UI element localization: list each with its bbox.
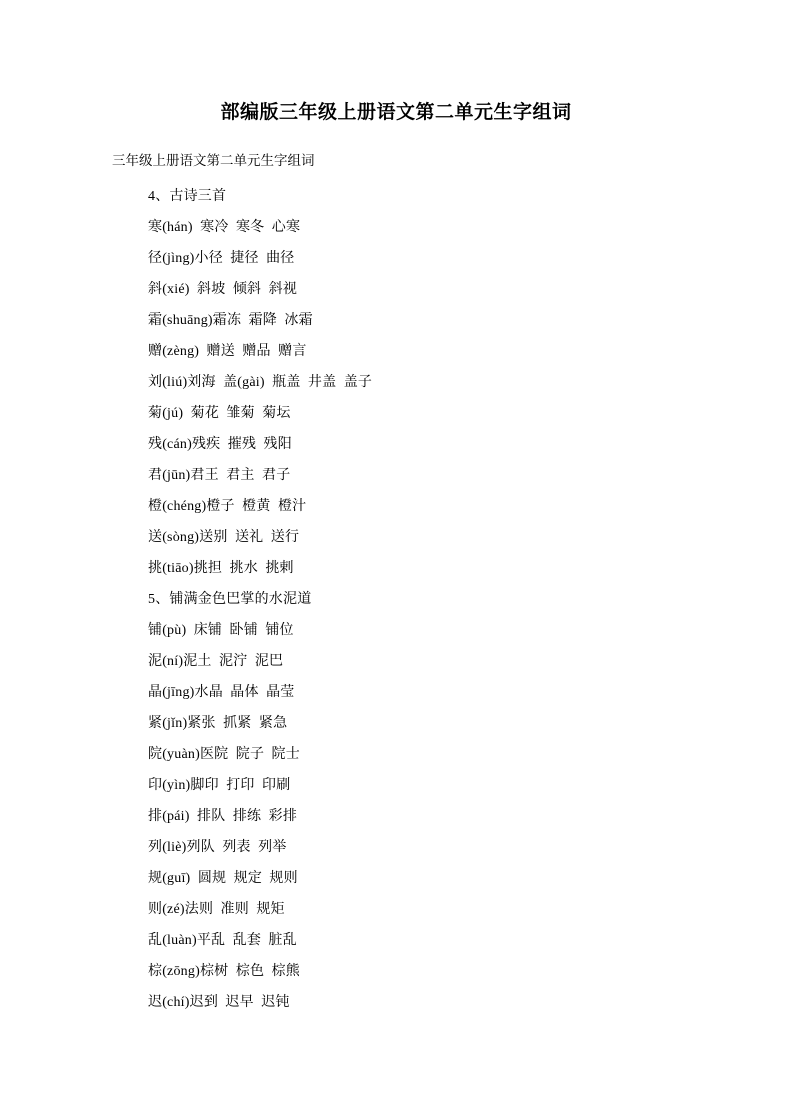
text-line: 排(pái) 排队 排练 彩排 <box>148 808 298 824</box>
text-line: 乱(luàn)平乱 乱套 脏乱 <box>148 932 297 948</box>
text-line: 则(zé)法则 准则 规矩 <box>148 901 285 917</box>
text-line: 印(yìn)脚印 打印 印刷 <box>148 777 291 793</box>
text-line: 残(cán)残疾 摧残 残阳 <box>148 436 292 452</box>
text-line: 橙(chéng)橙子 橙黄 橙汁 <box>148 498 307 514</box>
text-line: 寒(hán) 寒冷 寒冬 心寒 <box>148 219 301 235</box>
page-title: 部编版三年级上册语文第二单元生字组词 <box>220 102 572 123</box>
document-subtitle: 三年级上册语文第二单元生字组词 <box>112 152 315 168</box>
text-line: 规(guī) 圆规 规定 规则 <box>148 870 298 886</box>
document-body <box>0 169 792 1018</box>
text-line: 晶(jīng)水晶 晶体 晶莹 <box>148 684 295 700</box>
text-line: 迟(chí)迟到 迟早 迟钝 <box>148 994 290 1010</box>
text-line: 斜(xié) 斜坡 倾斜 斜视 <box>148 281 298 297</box>
text-line: 赠(zèng) 赠送 赠品 赠言 <box>148 343 307 359</box>
text-line: 泥(ní)泥土 泥泞 泥巴 <box>148 653 284 669</box>
section-heading: 5、铺满金色巴掌的水泥道 <box>148 591 312 607</box>
text-line: 院(yuàn)医院 院子 院士 <box>148 746 300 762</box>
text-line: 霜(shuāng)霜冻 霜降 冰霜 <box>148 312 313 328</box>
text-line: 挑(tiāo)挑担 挑水 挑剌 <box>148 560 294 576</box>
text-line: 紧(jǐn)紧张 抓紧 紧急 <box>148 715 288 731</box>
text-line: 送(sòng)送别 送礼 送行 <box>148 529 300 545</box>
text-line: 君(jūn)君王 君主 君子 <box>148 467 291 483</box>
text-line: 径(jìng)小径 捷径 曲径 <box>148 250 295 266</box>
text-line: 铺(pù) 床铺 卧铺 铺位 <box>148 622 294 638</box>
text-line: 菊(jú) 菊花 雏菊 菊坛 <box>148 405 291 421</box>
section-heading: 4、古诗三首 <box>148 188 227 204</box>
text-line: 棕(zōng)棕树 棕色 棕熊 <box>148 963 300 979</box>
text-line: 刘(liú)刘海 盖(gài) 瓶盖 井盖 盖子 <box>148 374 373 390</box>
text-line: 列(liè)列队 列表 列举 <box>148 839 287 855</box>
